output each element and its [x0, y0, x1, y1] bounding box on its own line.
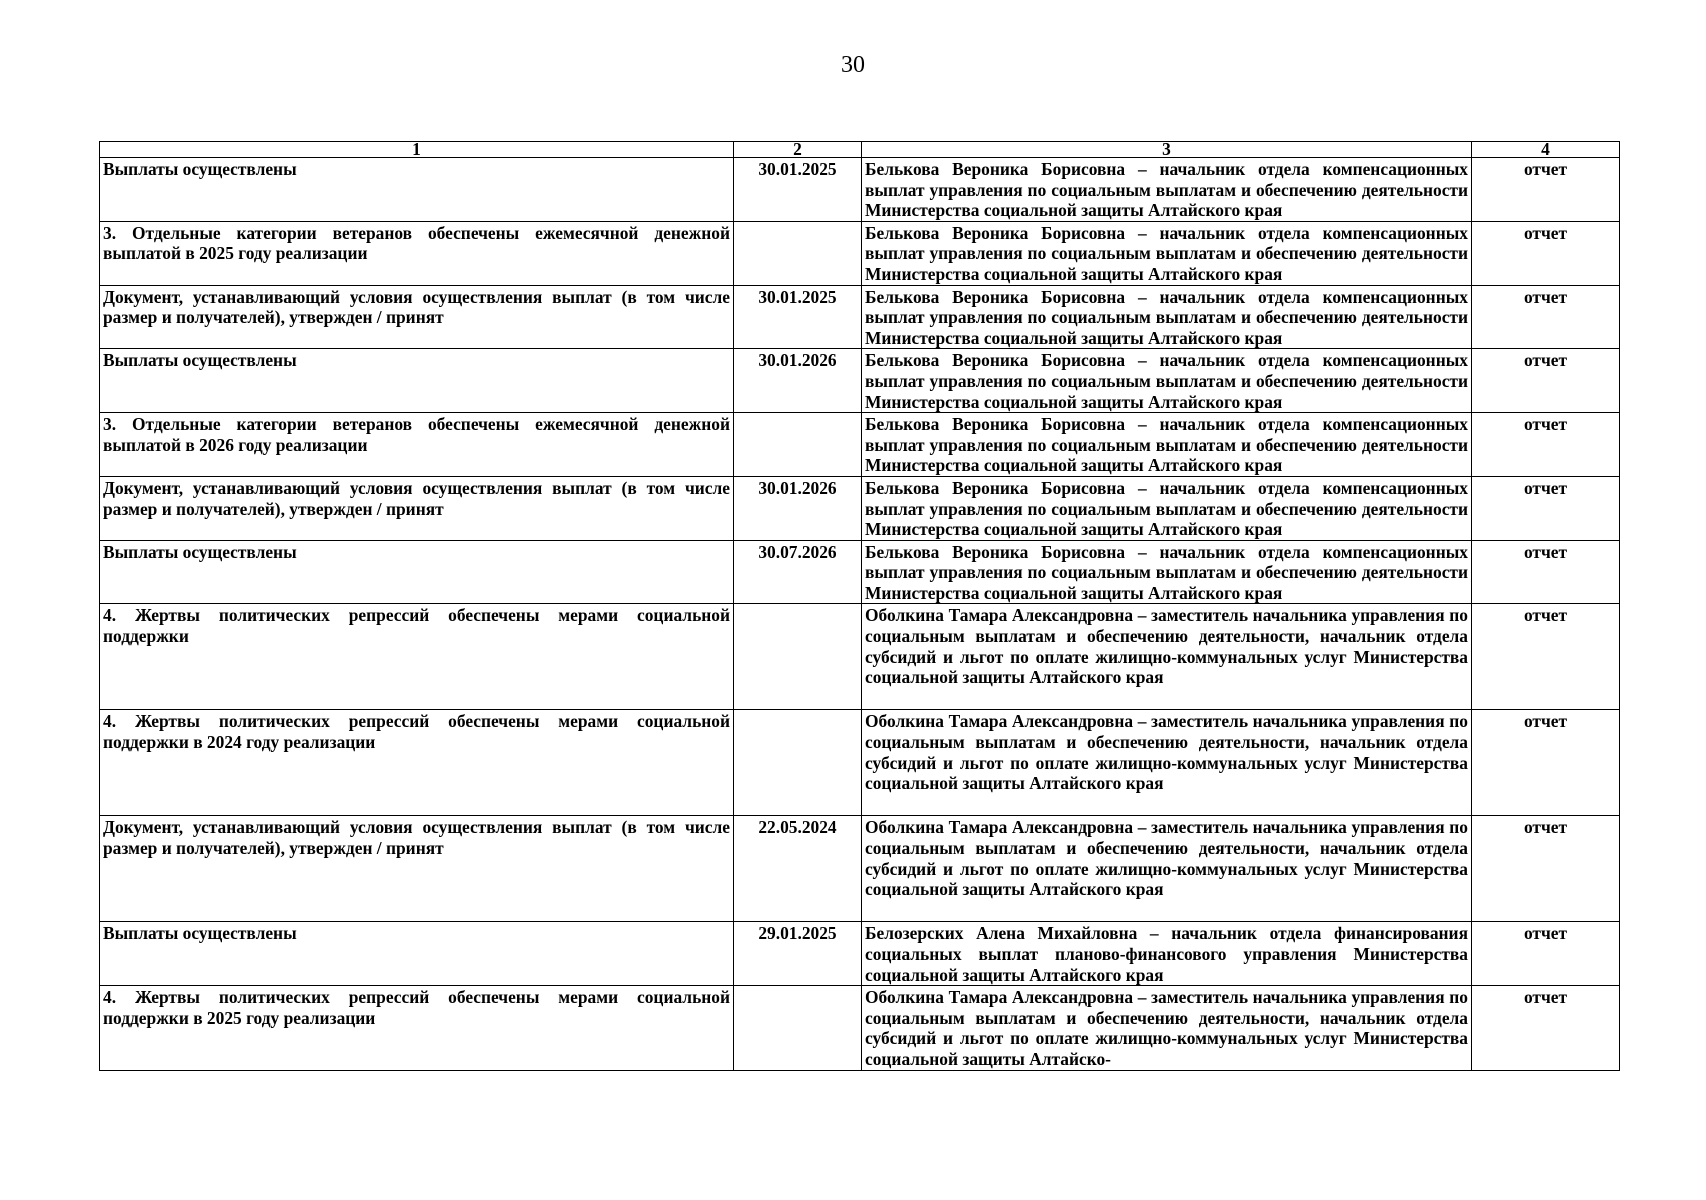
- date-cell: [734, 221, 862, 285]
- date-cell: [734, 710, 862, 816]
- column-header-2: 2: [734, 142, 862, 158]
- column-header-4: 4: [1472, 142, 1620, 158]
- responsible-cell: Белькова Вероника Борисовна – начальник отдела компенсационных выплат управления по социальным выплатам и обеспечению деятельности Министерства социальной защиты Алтайского края: [862, 349, 1472, 413]
- responsible-cell: Белькова Вероника Борисовна – начальник отдела компенсационных выплат управления по социальным выплатам и обеспечению деятельности Министерства социальной защиты Алтайского края: [862, 540, 1472, 604]
- table-row: [100, 816, 1620, 922]
- date-cell: 29.01.2025: [734, 922, 862, 986]
- responsible-cell: Оболкина Тамара Александровна – заместитель начальника управления по социальным выплатам и обеспечению деятельности, начальник отдела субсидий и льгот по оплате жилищно-коммунальных услуг Министерства социальной защиты Алтайского края: [862, 604, 1472, 710]
- date-cell: [734, 986, 862, 1070]
- date-cell: [734, 604, 862, 710]
- table-row: [100, 710, 1620, 816]
- document-type-cell: отчет: [1472, 710, 1620, 816]
- document-type-cell: отчет: [1472, 349, 1620, 413]
- responsible-cell: Оболкина Тамара Александровна – заместитель начальника управления по социальным выплатам и обеспечению деятельности, начальник отдела субсидий и льгот по оплате жилищно-коммунальных услуг Министерства социальной защиты Алтайского края: [862, 816, 1472, 922]
- event-cell: Документ, устанавливающий условия осуществления выплат (в том числе размер и получателей), утвержден / принят: [100, 285, 734, 349]
- column-header-1: 1: [100, 142, 734, 158]
- table-row: [100, 221, 1620, 285]
- table-row: [100, 604, 1620, 710]
- document-type-cell: отчет: [1472, 158, 1620, 222]
- table-row: [100, 986, 1620, 1070]
- table-row: [100, 285, 1620, 349]
- event-cell: Выплаты осуществлены: [100, 158, 734, 222]
- responsible-cell: Оболкина Тамара Александровна – заместитель начальника управления по социальным выплатам и обеспечению деятельности, начальник отдела субсидий и льгот по оплате жилищно-коммунальных услуг Министерства социальной защиты Алтайского края: [862, 710, 1472, 816]
- date-cell: 22.05.2024: [734, 816, 862, 922]
- event-cell: 3. Отдельные категории ветеранов обеспечены ежемесячной денежной выплатой в 2025 году реализации: [100, 221, 734, 285]
- date-cell: [734, 413, 862, 477]
- document-type-cell: отчет: [1472, 221, 1620, 285]
- table-row: [100, 922, 1620, 986]
- column-number-row: [100, 142, 1620, 158]
- event-cell: Выплаты осуществлены: [100, 540, 734, 604]
- document-type-cell: отчет: [1472, 604, 1620, 710]
- page-number: 30: [841, 52, 865, 78]
- plan-table: [99, 141, 1620, 1071]
- responsible-cell: Белозерских Алена Михайловна – начальник отдела финансирования социальных выплат планово-финансового управления Министерства социальной защиты Алтайского края: [862, 922, 1472, 986]
- event-cell: Документ, устанавливающий условия осуществления выплат (в том числе размер и получателей), утвержден / принят: [100, 476, 734, 540]
- document-type-cell: отчет: [1472, 476, 1620, 540]
- date-cell: 30.01.2025: [734, 158, 862, 222]
- table-row: [100, 413, 1620, 477]
- date-cell: 30.01.2026: [734, 349, 862, 413]
- document-type-cell: отчет: [1472, 986, 1620, 1070]
- table-row: [100, 349, 1620, 413]
- table-row: [100, 476, 1620, 540]
- event-cell: 4. Жертвы политических репрессий обеспечены мерами социальной поддержки: [100, 604, 734, 710]
- event-cell: Документ, устанавливающий условия осуществления выплат (в том числе размер и получателей), утвержден / принят: [100, 816, 734, 922]
- document-type-cell: отчет: [1472, 285, 1620, 349]
- document-type-cell: отчет: [1472, 922, 1620, 986]
- responsible-cell: Белькова Вероника Борисовна – начальник отдела компенсационных выплат управления по социальным выплатам и обеспечению деятельности Министерства социальной защиты Алтайского края: [862, 413, 1472, 477]
- event-cell: 4. Жертвы политических репрессий обеспечены мерами социальной поддержки в 2024 году реализации: [100, 710, 734, 816]
- event-cell: Выплаты осуществлены: [100, 349, 734, 413]
- document-type-cell: отчет: [1472, 540, 1620, 604]
- table-row: [100, 158, 1620, 222]
- document-type-cell: отчет: [1472, 816, 1620, 922]
- responsible-cell: Белькова Вероника Борисовна – начальник отдела компенсационных выплат управления по социальным выплатам и обеспечению деятельности Министерства социальной защиты Алтайского края: [862, 158, 1472, 222]
- responsible-cell: Белькова Вероника Борисовна – начальник отдела компенсационных выплат управления по социальным выплатам и обеспечению деятельности Министерства социальной защиты Алтайского края: [862, 285, 1472, 349]
- table-row: [100, 540, 1620, 604]
- responsible-cell: Оболкина Тамара Александровна – заместитель начальника управления по социальным выплатам и обеспечению деятельности, начальник отдела субсидий и льгот по оплате жилищно-коммунальных услуг Министерства социальной защиты Алтайско-: [862, 986, 1472, 1070]
- date-cell: 30.01.2025: [734, 285, 862, 349]
- date-cell: 30.01.2026: [734, 476, 862, 540]
- document-type-cell: отчет: [1472, 413, 1620, 477]
- event-cell: 4. Жертвы политических репрессий обеспечены мерами социальной поддержки в 2025 году реализации: [100, 986, 734, 1070]
- date-cell: 30.07.2026: [734, 540, 862, 604]
- column-header-3: 3: [862, 142, 1472, 158]
- event-cell: 3. Отдельные категории ветеранов обеспечены ежемесячной денежной выплатой в 2026 году реализации: [100, 413, 734, 477]
- responsible-cell: Белькова Вероника Борисовна – начальник отдела компенсационных выплат управления по социальным выплатам и обеспечению деятельности Министерства социальной защиты Алтайского края: [862, 221, 1472, 285]
- responsible-cell: Белькова Вероника Борисовна – начальник отдела компенсационных выплат управления по социальным выплатам и обеспечению деятельности Министерства социальной защиты Алтайского края: [862, 476, 1472, 540]
- event-cell: Выплаты осуществлены: [100, 922, 734, 986]
